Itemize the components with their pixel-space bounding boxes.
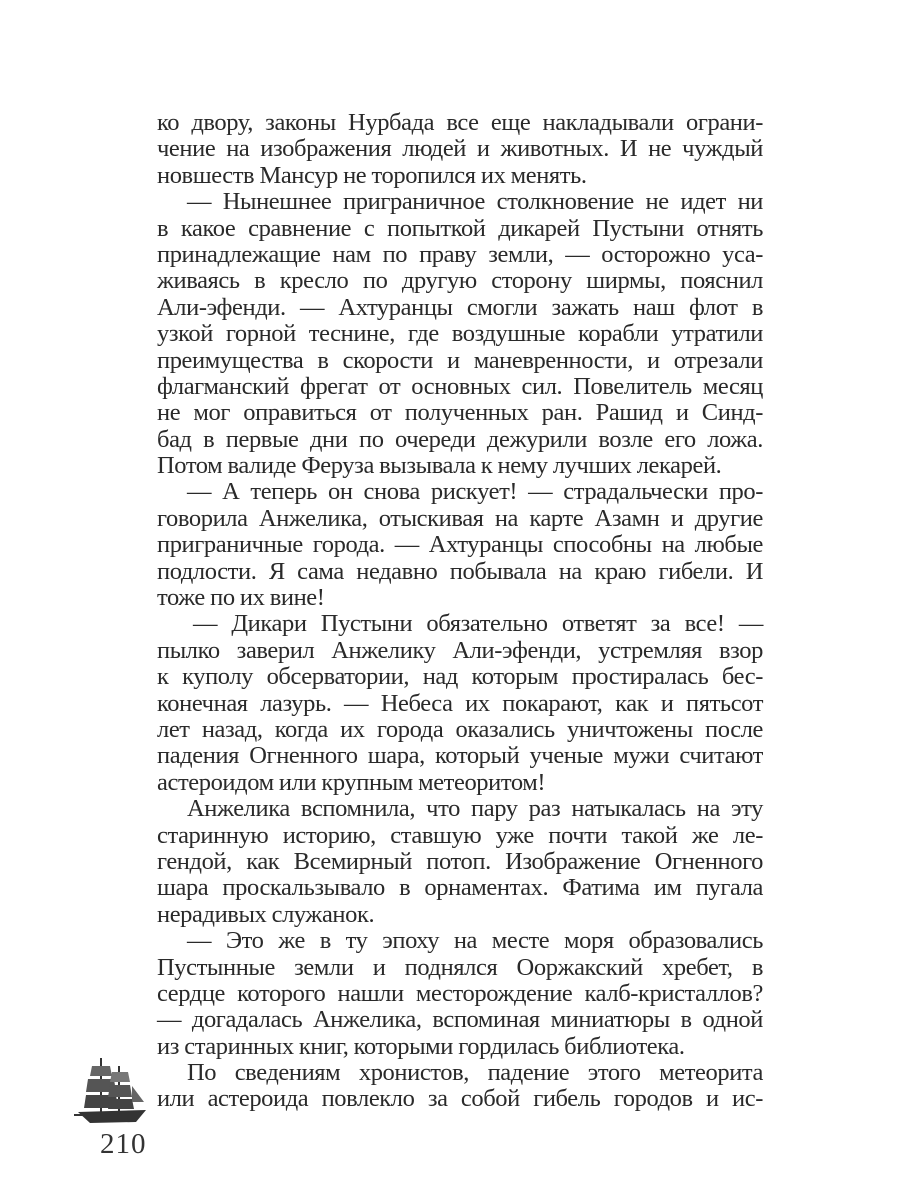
- page-body-text: [157, 110, 763, 1113]
- text-line: к куполу обсерватории, над которым простиралась бес-: [157, 663, 763, 691]
- text-line: преимущества в скорости и маневренности, и отрезали: [157, 346, 763, 374]
- text-line: бад в первые дни по очереди дежурили возле его ложа.: [157, 425, 763, 453]
- text-line: — Это же в ту эпоху на месте моря образовались: [187, 927, 763, 955]
- text-line: тоже по их вине!: [157, 584, 325, 612]
- text-line: пылко заверил Анжелику Али-эфенди, устремляя взор: [157, 636, 763, 664]
- text-line: гендой, как Всемирный потоп. Изображение Огненного: [157, 847, 763, 875]
- text-line: в какое сравнение с попыткой дикарей Пустыни отнять: [157, 214, 763, 242]
- text-line: конечная лазурь. — Небеса их покарают, как и пятьсот: [157, 689, 763, 717]
- sailing-ship-icon: [72, 1052, 152, 1130]
- text-line: Анжелика вспомнила, что пару раз натыкалась на эту: [187, 795, 763, 823]
- text-line: узкой горной теснине, где воздушные корабли утратили: [157, 320, 763, 348]
- text-line: шара проскальзывало в орнаментах. Фатима им пугала: [157, 874, 763, 902]
- text-line: подлости. Я сама недавно побывала на краю гибели. И: [157, 557, 763, 585]
- text-line: чение на изображения людей и животных. И не чуждый: [157, 135, 763, 163]
- text-line: не мог оправиться от полученных ран. Рашид и Синд-: [157, 399, 763, 427]
- text-line: из старинных книг, которыми гордилась библиотека.: [157, 1032, 685, 1060]
- text-line: Потом валиде Феруза вызывала к нему лучших лекарей.: [157, 452, 722, 480]
- text-line: — Дикари Пустыни обязательно ответят за все! —: [193, 610, 763, 638]
- page-number: 210: [100, 1128, 147, 1160]
- text-line: флагманский фрегат от основных сил. Повелитель месяц: [157, 372, 763, 400]
- text-line: новшеств Мансур не торопился их менять.: [157, 161, 587, 189]
- text-line: По сведениям хронистов, падение этого метеорита: [187, 1059, 763, 1087]
- text-line: нерадивых служанок.: [157, 900, 375, 928]
- text-line: падения Огненного шара, который ученые мужи считают: [157, 742, 763, 770]
- text-line: лет назад, когда их города оказались уничтожены после: [157, 715, 763, 743]
- text-line: старинную историю, ставшую уже почти такой же ле-: [157, 821, 763, 849]
- text-line: живаясь в кресло по другую сторону ширмы, пояснил: [157, 267, 763, 295]
- text-line: говорила Анжелика, отыскивая на карте Азамн и другие: [157, 504, 763, 532]
- text-line: приграничные города. — Ахтуранцы способны на любые: [157, 531, 763, 559]
- text-line: ко двору, законы Нурбада все еще накладывали ограни-: [157, 109, 763, 136]
- text-line: астероидом или крупным метеоритом!: [157, 768, 546, 796]
- text-line: — догадалась Анжелика, вспоминая миниатюры в одной: [157, 1006, 763, 1034]
- text-line: принадлежащие нам по праву земли, — осторожно уса-: [157, 240, 763, 268]
- text-line: сердце которого нашли месторождение калб-кристаллов?: [157, 979, 763, 1007]
- text-line: Пустынные земли и поднялся Ооржакский хребет, в: [157, 953, 763, 981]
- text-line: Али-эфенди. — Ахтуранцы смогли зажать наш флот в: [157, 293, 763, 321]
- text-line: или астероида повлекло за собой гибель городов и ис-: [157, 1085, 763, 1113]
- text-line: — А теперь он снова рискует! — страдальчески про-: [187, 478, 763, 506]
- text-line: — Нынешнее приграничное столкновение не идет ни: [187, 188, 763, 216]
